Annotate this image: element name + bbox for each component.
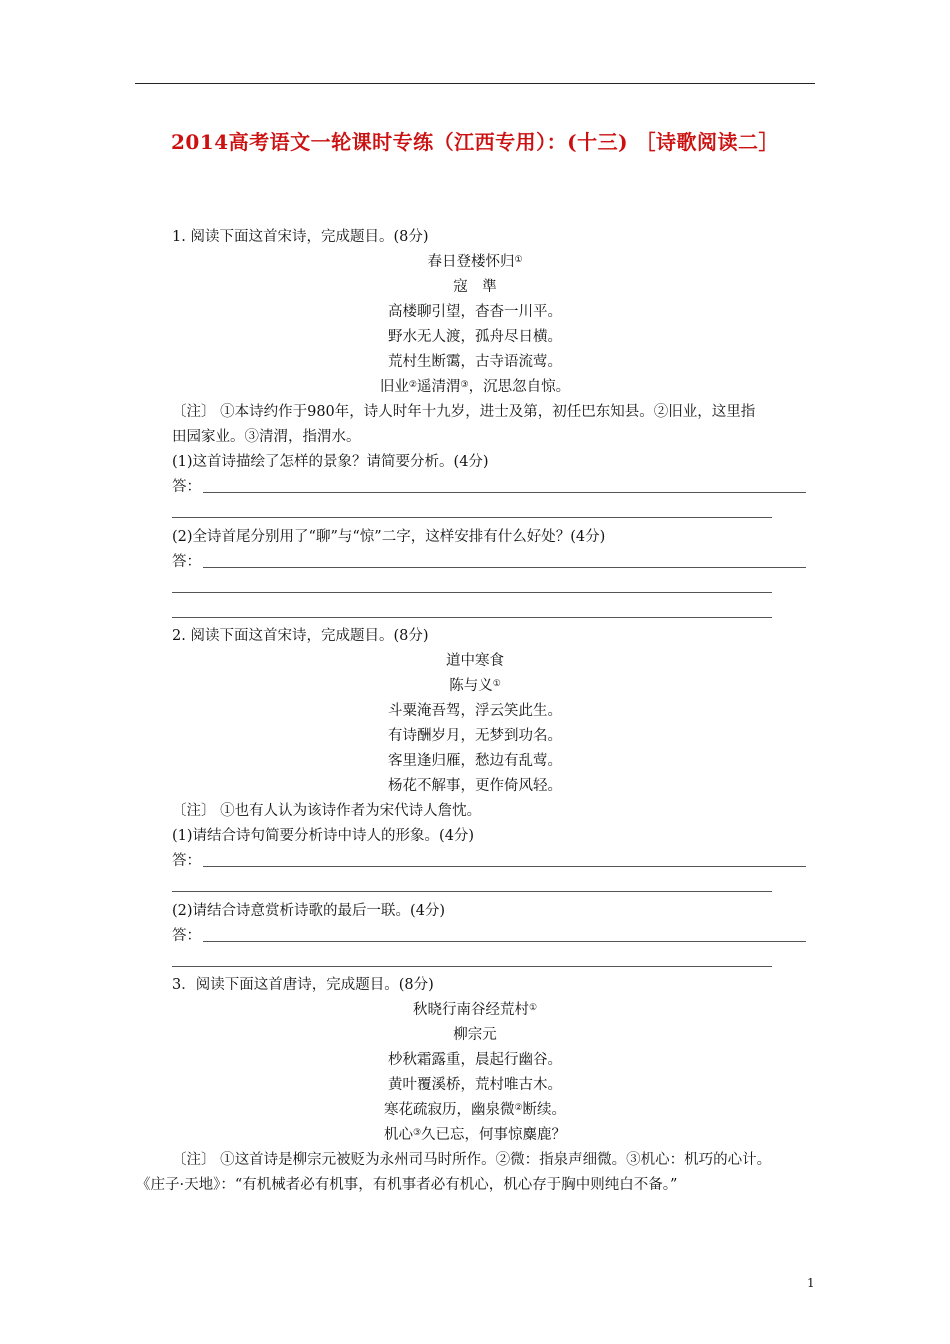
q2-sub-question-1: (1)请结合诗句简要分析诗中诗人的形象。(4分) (172, 828, 475, 844)
q1-answer-line[interactable] (172, 617, 772, 618)
q2-answer-line[interactable] (203, 941, 806, 942)
header-rule (135, 83, 815, 84)
q2-prompt: 2. 阅读下面这首宋诗，完成题目。(8分) (172, 628, 429, 644)
q2-poem-line-3: 客里逢归雁，愁边有乱莺。 (388, 753, 562, 769)
q1-answer-label-1: 答： (172, 479, 201, 495)
q3-poem-line-2: 黄叶覆溪桥，荒村唯古木。 (388, 1077, 562, 1093)
q1-answer-line[interactable] (203, 492, 806, 493)
q2-answer-label-1: 答： (172, 853, 201, 869)
q2-poem-author: 陈与义① (449, 678, 501, 694)
q3-poem-title: 秋晓行南谷经荒村① (412, 1002, 538, 1018)
q2-poem-line-4: 杨花不解事，更作倚风轻。 (388, 778, 562, 794)
q2-note-line-1: 〔注〕 ①也有人认为该诗作者为宋代诗人詹忱。 (172, 803, 482, 819)
q2-poem-title: 道中寒食 (446, 653, 504, 669)
q2-poem-line-1: 斗粟淹吾驾，浮云笑此生。 (388, 703, 562, 719)
q2-sub-question-2: (2)请结合诗意赏析诗歌的最后一联。(4分) (172, 903, 446, 919)
q1-poem-line-2: 野水无人渡，孤舟尽日横。 (388, 329, 562, 345)
q1-answer-line[interactable] (203, 567, 806, 568)
q1-prompt: 1. 阅读下面这首宋诗，完成题目。(8分) (172, 229, 429, 245)
q2-answer-line[interactable] (172, 966, 772, 967)
q1-poem-title: 春日登楼怀归① (427, 254, 523, 270)
q3-note-line-2: 《庄子·天地》：“有机械者必有机事，有机事者必有机心，机心存于胸中则纯白不备。” (136, 1177, 678, 1193)
q1-note-line-2: 田园家业。③清渭，指渭水。 (172, 429, 361, 445)
q1-poem-line-4: 旧业②遥清渭③，沉思忽自惊。 (379, 379, 571, 395)
q3-note-line-1: 〔注〕 ①这首诗是柳宗元被贬为永州司马时所作。②微：指泉声细微。③机心：机巧的心计。 (172, 1152, 772, 1168)
q1-answer-label-2: 答： (172, 554, 201, 570)
q1-note-line-1: 〔注〕 ①本诗约作于980年，诗人时年十九岁，进士及第，初任巴东知县。②旧业，这里指 (172, 404, 756, 420)
page-number: 1 (807, 1276, 815, 1290)
q1-sub-question-1: (1)这首诗描绘了怎样的景象？请简要分析。(4分) (172, 454, 489, 470)
q1-poem-line-3: 荒村生断霭，古寺语流莺。 (388, 354, 562, 370)
q3-poem-line-1: 杪秋霜露重，晨起行幽谷。 (388, 1052, 562, 1068)
q3-poem-author: 柳宗元 (453, 1027, 497, 1043)
q2-poem-line-2: 有诗酬岁月，无梦到功名。 (388, 728, 562, 744)
q3-prompt: 3．阅读下面这首唐诗，完成题目。(8分) (172, 977, 434, 993)
q1-poem-author: 寇 準 (453, 279, 497, 295)
page-title: 2014高考语文一轮课时专练（江西专用）：(十三) ［诗歌阅读二］ (170, 130, 780, 154)
q2-answer-line[interactable] (172, 891, 772, 892)
q1-answer-line[interactable] (172, 592, 772, 593)
q1-answer-line[interactable] (172, 517, 772, 518)
q2-answer-label-2: 答： (172, 928, 201, 944)
q1-poem-line-1: 高楼聊引望，杳杳一川平。 (388, 304, 562, 320)
q1-sub-question-2: (2)全诗首尾分别用了“聊”与“惊”二字，这样安排有什么好处？(4分) (172, 529, 606, 545)
q3-poem-line-4: 机心③久已忘，何事惊麋鹿？ (383, 1127, 567, 1143)
q3-poem-line-3: 寒花疏寂历，幽泉微②断续。 (383, 1102, 567, 1118)
q2-answer-line[interactable] (203, 866, 806, 867)
